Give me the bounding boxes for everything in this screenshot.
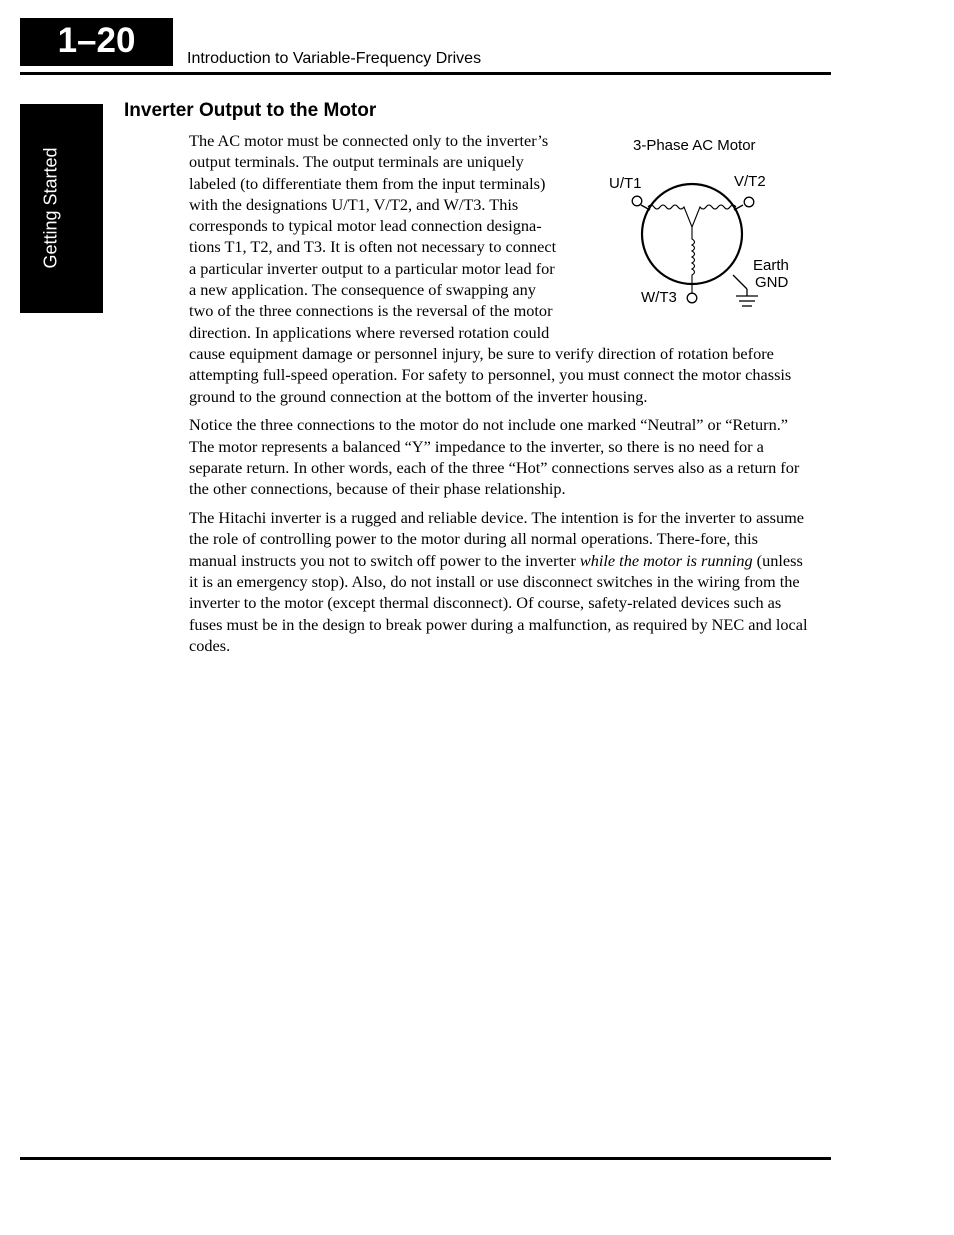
p1-line-7: a particular inverter output to a particular motor lead for xyxy=(189,258,555,278)
p3-emphasis: while the motor is running xyxy=(579,550,753,570)
header-rule xyxy=(20,72,831,75)
figure-title: 3-Phase AC Motor xyxy=(633,137,756,154)
section-heading: Inverter Output to the Motor xyxy=(124,100,377,121)
p1-line-3: labeled (to differentiate them from the input terminals) xyxy=(189,173,546,193)
p1-line-1: The AC motor must be connected only to the inverter’s xyxy=(189,131,549,150)
p1-line-5: corresponds to typical motor lead connection designa- xyxy=(189,216,542,236)
body-text xyxy=(189,130,809,664)
p1-line-4: with the designations U/T1, V/T2, and W/T3. This xyxy=(189,194,519,214)
figure-space xyxy=(581,130,809,330)
p3-part-2: (unless it is an emergency stop). Also, do not install or use disconnect switches in the wiring from the inverter to the motor (except thermal disconnect). Of course, safety-related devices such as fuses must be in the design to break power during a malfunction, as required by NEC and local codes. xyxy=(189,550,808,655)
footer-rule xyxy=(20,1157,831,1160)
p3-part-1: The Hitachi inverter is a rugged and reliable device. The intention is for the inverter to assume the role of controlling power to the motor during all normal operations. There-fore, this manual instructs you not to switch off power to the inverter xyxy=(189,508,805,570)
earth-label: Earth xyxy=(753,257,789,274)
terminal-label-u: U/T1 xyxy=(609,175,642,192)
p1-continuation: cause equipment damage or personnel injury, be sure to verify direction of rotation before attempting full-speed operation. For safety to personnel, you must connect the motor chassis ground to the ground connection at the bottom of the inverter housing. xyxy=(189,343,792,406)
p1-line-2: output terminals. The output terminals are uniquely xyxy=(189,152,524,172)
p1-line-10: direction. In applications where reversed rotation could xyxy=(189,322,550,342)
terminal-label-v: V/T2 xyxy=(734,173,766,190)
chapter-side-tab-label: Getting Started xyxy=(40,147,61,269)
terminal-label-w: W/T3 xyxy=(641,289,677,306)
p1-line-9: two of the three connections is the reversal of the motor xyxy=(189,301,553,321)
paragraph-3 xyxy=(189,507,809,656)
gnd-label: GND xyxy=(755,274,789,291)
p1-line-6: tions T1, T2, and T3. It is often not necessary to connect xyxy=(189,237,557,257)
chapter-side-tab xyxy=(20,104,103,313)
p1-line-8: a new application. The consequence of swapping any xyxy=(189,280,536,300)
paragraph-2: Notice the three connections to the motor do not include one marked “Neutral” or “Return.” The motor represents a balanced “Y” impedance to the inverter, so there is no need for a separate return. In other words, each of the three “Hot” connections serves also as a return for the other connections, because of their phase relationship. xyxy=(189,415,800,499)
page-number: 1–20 xyxy=(20,18,173,66)
running-header-title: Introduction to Variable-Frequency Drives xyxy=(187,50,482,67)
